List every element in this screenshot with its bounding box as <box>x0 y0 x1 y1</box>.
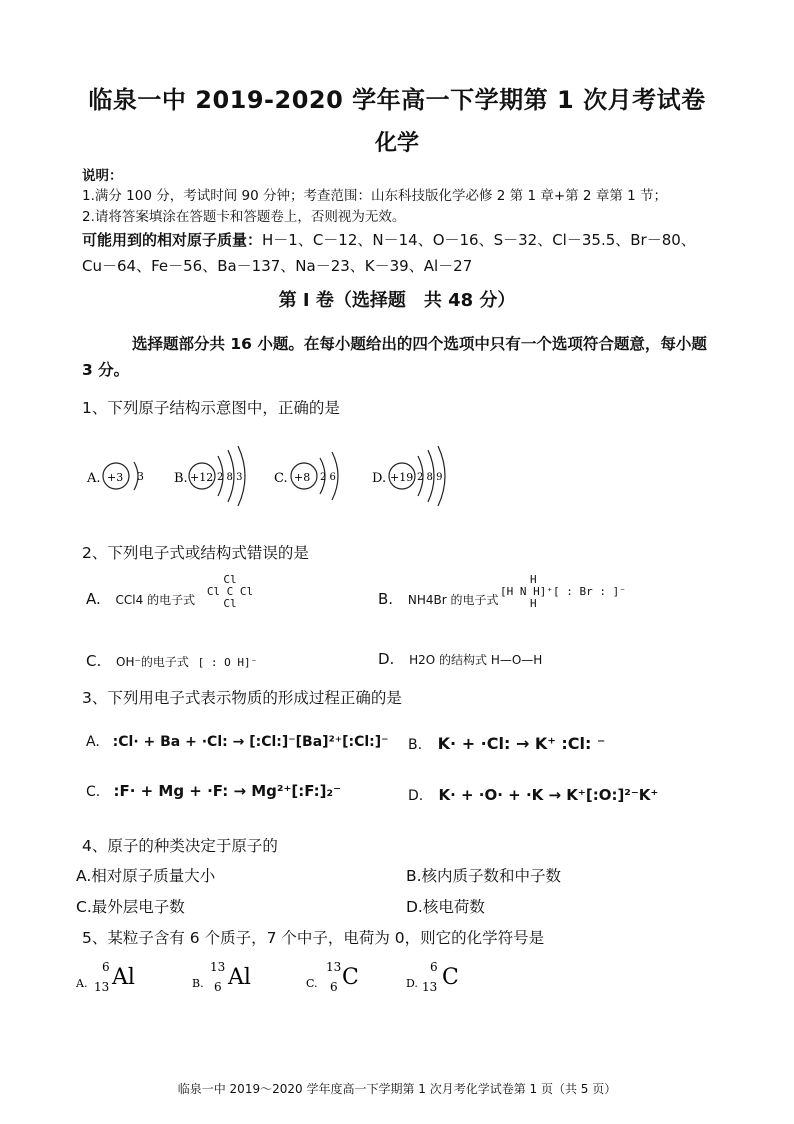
q2-d-text: H2O 的结构式 H—O—H <box>409 653 543 667</box>
q5-b-sub: 6 <box>214 980 222 994</box>
q3-d-formula: K· + ·O· + ·K → K⁺[:O:]²⁻K⁺ <box>438 786 659 804</box>
notes-label: 说明： <box>82 168 123 184</box>
q3-b-label: B. <box>408 737 423 753</box>
q4-option-a: A.相对原子质量大小 <box>76 867 216 885</box>
q2-c-formula: [ : O H]⁻ <box>197 656 258 669</box>
q5-d-element: C <box>442 965 459 990</box>
q1-d-shells: 2 8 9 <box>417 472 443 483</box>
q2-b-main: [H N H]⁺[ : Br : ]⁻ <box>500 585 626 598</box>
atomic-mass-line-1 <box>82 229 696 250</box>
q2-a-mid-atoms: Cl C Cl <box>206 585 254 598</box>
q5-c-label: C. <box>306 977 318 990</box>
q2-b-bot-h: H <box>530 597 537 610</box>
q3-option-a <box>86 734 389 750</box>
q1-a-nucleus: +3 <box>107 471 124 484</box>
q5-option-d <box>406 960 459 994</box>
q3-a-label: A. <box>86 734 100 750</box>
subject-title: 化学 <box>374 131 419 156</box>
notes-line-2: 2.请将答案填涂在答题卡和答题卷上，否则视为无效。 <box>82 209 406 225</box>
q2-option-c <box>86 652 257 670</box>
q2-option-b <box>378 590 498 608</box>
q2-b-formula <box>500 574 626 610</box>
q3-option-d <box>408 786 658 804</box>
q4-option-b: B.核内质子数和中子数 <box>406 867 562 885</box>
q2-b-top-h: H <box>530 573 537 586</box>
q1-option-c <box>274 452 338 500</box>
q5-a-sub: 13 <box>94 980 110 994</box>
q1-a-shells: 3 <box>137 470 144 483</box>
section-instruction-1: 选择题部分共 16 小题。在每小题给出的四个选项中只有一个选项符合题意，每小题 <box>132 335 707 353</box>
notes-line-1: 1.满分 100 分，考试时间 90 分钟；考查范围：山东科技版化学必修 2 第 1 章+第 2 章第 1 节； <box>82 188 667 204</box>
q1-a-label: A. <box>87 471 101 486</box>
q5-b-label: B. <box>192 977 204 990</box>
q2-d-label: D. <box>378 650 395 668</box>
q1-c-nucleus: +8 <box>294 471 311 484</box>
q2-a-top-atom: Cl <box>223 573 237 586</box>
q5-option-b <box>192 960 251 994</box>
q5-d-label: D. <box>406 977 418 990</box>
q5-stem: 5、某粒子含有 6 个质子，7 个中子，电荷为 0，则它的化学符号是 <box>82 929 545 947</box>
page-footer: 临泉一中 2019～2020 学年度高一下学期第 1 次月考化学试卷第 1 页（共 5 页） <box>177 1082 617 1096</box>
q3-option-b <box>408 734 605 753</box>
q4-option-d: D.核电荷数 <box>406 898 485 916</box>
atomic-mass-values-1: H－1、C－12、N－14、O－16、S－32、Cl－35.5、Br－80、 <box>262 231 696 249</box>
q5-c-sup: 13 <box>326 960 342 974</box>
q2-option-d <box>378 650 542 668</box>
q3-option-c <box>86 782 341 800</box>
q3-d-label: D. <box>408 788 424 804</box>
q1-option-a <box>86 462 144 490</box>
q5-option-a <box>75 960 135 994</box>
q5-options <box>74 955 494 999</box>
q2-a-bot-atom: Cl <box>223 597 237 610</box>
q2-option-a <box>86 590 195 608</box>
q1-option-d <box>372 446 445 506</box>
q2-b-text: NH4Br 的电子式 <box>407 593 499 607</box>
q1-d-label: D. <box>372 471 387 486</box>
q1-c-shells: 2 6 <box>320 472 336 483</box>
q5-a-element: Al <box>112 965 135 990</box>
q5-b-sup: 13 <box>210 960 226 974</box>
q1-stem: 1、下列原子结构示意图中，正确的是 <box>82 399 340 417</box>
q1-b-nucleus: +12 <box>190 471 214 484</box>
section-instruction-2: 3 分。 <box>82 361 130 379</box>
q2-a-text: CCl4 的电子式 <box>115 593 196 607</box>
q1-c-label: C. <box>274 471 288 486</box>
q5-d-sup: 6 <box>430 960 438 974</box>
q5-c-element: C <box>342 965 359 990</box>
exam-title: 临泉一中 2019-2020 学年高一下学期第 1 次月考试卷 <box>88 86 706 114</box>
q1-diagrams <box>82 440 482 512</box>
atomic-mass-line-2: Cu－64、Fe－56、Ba－137、Na－23、K－39、Al－27 <box>82 257 473 275</box>
q3-a-formula: :Cl· + Ba + ·Cl: → [:Cl:]⁻[Ba]²⁺[:Cl:]⁻ <box>112 734 389 750</box>
q5-c-sub: 6 <box>330 980 338 994</box>
q5-option-c <box>306 960 359 994</box>
q5-a-sup: 6 <box>102 960 110 974</box>
q2-b-label: B. <box>378 590 394 608</box>
q1-d-nucleus: +19 <box>390 471 414 484</box>
q2-c-text: OH⁻的电子式 <box>116 655 189 669</box>
q1-b-shells: 2 8 3 <box>217 472 243 483</box>
q2-c-label: C. <box>86 652 102 670</box>
q2-a-formula <box>200 574 260 610</box>
q1-option-b <box>174 446 245 506</box>
q3-c-formula: :F· + Mg + ·F: → Mg²⁺[:F:]₂⁻ <box>113 782 342 800</box>
atomic-mass-label: 可能用到的相对原子质量： <box>82 231 263 249</box>
q3-stem: 3、下列用电子式表示物质的形成过程正确的是 <box>82 689 402 707</box>
q5-d-sub: 13 <box>422 980 438 994</box>
q2-stem: 2、下列电子式或结构式错误的是 <box>82 544 309 562</box>
q5-b-element: Al <box>228 965 251 990</box>
q4-stem: 4、原子的种类决定于原子的 <box>82 837 278 855</box>
q4-option-c: C.最外层电子数 <box>76 898 185 916</box>
q2-a-label: A. <box>86 590 101 608</box>
q3-b-formula: K· + ·Cl: → K⁺ :Cl: ⁻ <box>437 734 606 753</box>
q5-a-label: A. <box>76 977 88 990</box>
q1-b-label: B. <box>174 471 188 486</box>
section-title: 第 I 卷（选择题 共 48 分） <box>278 290 516 311</box>
q3-c-label: C. <box>86 784 101 800</box>
